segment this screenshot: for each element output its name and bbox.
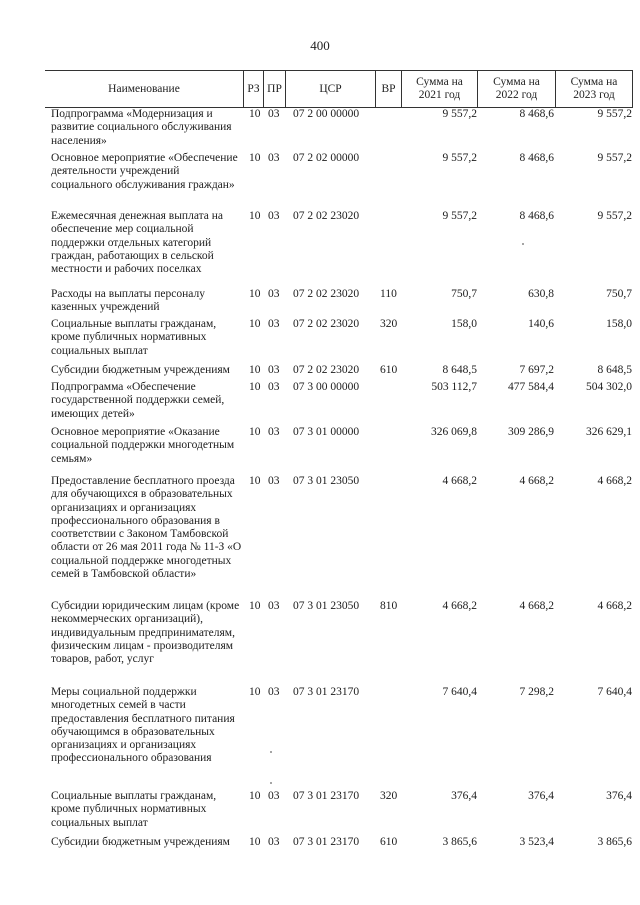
row-sum-2023: 158,0 <box>606 318 632 330</box>
row-name: Социальные выплаты гражданам, кроме публичных нормативных социальных выплат <box>51 790 217 829</box>
row-name: Расходы на выплаты персоналу казенных учреждений <box>51 288 205 314</box>
row-rz: 10 <box>249 210 261 222</box>
row-sum-2022: 8 468,6 <box>519 108 554 120</box>
row-csr: 07 3 01 23170 <box>293 836 360 848</box>
row-csr: 07 2 02 00000 <box>293 152 360 164</box>
row-sum-2022: 7 298,2 <box>519 686 554 698</box>
row-name: Субсидии бюджетным учреждениям <box>51 836 230 848</box>
row-sum-2021: 750,7 <box>451 288 477 300</box>
column-header-csr: ЦСР <box>285 71 375 107</box>
row-rz: 10 <box>249 288 261 300</box>
row-sum-2023: 750,7 <box>606 288 632 300</box>
column-header-rz: РЗ <box>243 71 263 107</box>
row-sum-2022: 8 468,6 <box>519 210 554 222</box>
row-sum-2021: 503 112,7 <box>431 381 477 393</box>
row-sum-2022: 309 286,9 <box>508 426 554 438</box>
row-sum-2021: 4 668,2 <box>442 475 477 487</box>
row-vr: 320 <box>380 790 398 802</box>
row-csr: 07 2 02 23020 <box>293 318 360 330</box>
row-vr: 610 <box>380 836 398 848</box>
row-sum-2021: 326 069,8 <box>431 426 477 438</box>
row-sum-2022: 3 523,4 <box>519 836 554 848</box>
row-sum-2023: 9 557,2 <box>597 210 632 222</box>
row-csr: 07 3 01 23170 <box>293 790 360 802</box>
row-vr: 810 <box>380 600 398 612</box>
row-sum-2021: 376,4 <box>451 790 477 802</box>
row-sum-2023: 9 557,2 <box>597 152 632 164</box>
row-rz: 10 <box>249 152 261 164</box>
row-sum-2022: 477 584,4 <box>508 381 554 393</box>
row-pr: 03 <box>268 318 280 330</box>
row-pr: 03 <box>268 364 280 376</box>
row-rz: 10 <box>249 475 261 487</box>
row-vr: 610 <box>380 364 398 376</box>
column-header-pr: ПР <box>263 71 285 107</box>
scan-speck <box>522 243 524 245</box>
column-header-sum-2021: Сумма на 2021 год <box>401 71 477 107</box>
row-sum-2023: 4 668,2 <box>597 600 632 612</box>
row-sum-2023: 4 668,2 <box>597 475 632 487</box>
row-name: Субсидии бюджетным учреждениям <box>51 364 230 376</box>
row-pr: 03 <box>268 686 280 698</box>
row-rz: 10 <box>249 600 261 612</box>
row-pr: 03 <box>268 152 280 164</box>
row-pr: 03 <box>268 210 280 222</box>
row-pr: 03 <box>268 426 280 438</box>
row-rz: 10 <box>249 108 261 120</box>
row-sum-2022: 7 697,2 <box>519 364 554 376</box>
row-sum-2022: 376,4 <box>528 790 554 802</box>
row-name: Предоставление бесплатного проезда для обучающихся в образовательных организациях и организациях профессионального образования в соответствии с Законом Тамбовской области от 26 мая 2011 года № 11-З «О социальной поддержке многодетных семей в Тамбовской области» <box>51 475 242 581</box>
row-sum-2023: 376,4 <box>606 790 632 802</box>
row-csr: 07 3 01 00000 <box>293 426 360 438</box>
row-sum-2021: 9 557,2 <box>442 108 477 120</box>
row-name: Основное мероприятие «Оказание социальной поддержки многодетным семьям» <box>51 426 235 465</box>
row-name: Меры социальной поддержки многодетных семей в части предоставления бесплатного питания обучающимся в образовательных организациях и организациях профессионального образования <box>51 686 235 765</box>
row-sum-2021: 3 865,6 <box>442 836 477 848</box>
row-csr: 07 2 00 00000 <box>293 108 360 120</box>
row-pr: 03 <box>268 836 280 848</box>
row-sum-2022: 630,8 <box>528 288 554 300</box>
row-pr: 03 <box>268 600 280 612</box>
row-sum-2021: 4 668,2 <box>442 600 477 612</box>
row-pr: 03 <box>268 108 280 120</box>
row-name: Подпрограмма «Модернизация и развитие социального обслуживания населения» <box>51 108 232 147</box>
row-sum-2022: 4 668,2 <box>519 475 554 487</box>
row-name: Ежемесячная денежная выплата на обеспечение мер социальной поддержки отдельных категорий граждан, работающих в сельской местности и рабочих поселках <box>51 210 224 276</box>
row-csr: 07 2 02 23020 <box>293 288 360 300</box>
row-csr: 07 3 01 23050 <box>293 475 360 487</box>
row-rz: 10 <box>249 686 261 698</box>
row-rz: 10 <box>249 381 261 393</box>
row-sum-2022: 8 468,6 <box>519 152 554 164</box>
row-csr: 07 2 02 23020 <box>293 364 360 376</box>
row-sum-2023: 7 640,4 <box>597 686 632 698</box>
row-csr: 07 2 02 23020 <box>293 210 360 222</box>
row-csr: 07 3 00 00000 <box>293 381 360 393</box>
row-pr: 03 <box>268 790 280 802</box>
row-rz: 10 <box>249 790 261 802</box>
row-sum-2021: 7 640,4 <box>442 686 477 698</box>
row-csr: 07 3 01 23050 <box>293 600 360 612</box>
row-vr: 110 <box>380 288 397 300</box>
row-pr: 03 <box>268 381 280 393</box>
row-rz: 10 <box>249 426 261 438</box>
column-header-vr: ВР <box>375 71 401 107</box>
row-rz: 10 <box>249 364 261 376</box>
row-vr: 320 <box>380 318 398 330</box>
row-sum-2023: 3 865,6 <box>597 836 632 848</box>
row-sum-2023: 9 557,2 <box>597 108 632 120</box>
table-header <box>45 70 633 108</box>
row-sum-2023: 504 302,0 <box>586 381 632 393</box>
page-number: 400 <box>310 38 330 53</box>
row-rz: 10 <box>249 318 261 330</box>
row-sum-2021: 8 648,5 <box>442 364 477 376</box>
row-pr: 03 <box>268 288 280 300</box>
row-sum-2023: 326 629,1 <box>586 426 632 438</box>
column-header-sum-2023: Сумма на 2023 год <box>555 71 633 107</box>
row-sum-2021: 9 557,2 <box>442 210 477 222</box>
row-sum-2021: 158,0 <box>451 318 477 330</box>
row-sum-2022: 4 668,2 <box>519 600 554 612</box>
row-name: Основное мероприятие «Обеспечение деятельности учреждений социального обслуживания граждан» <box>51 152 238 191</box>
scan-speck <box>270 782 272 784</box>
row-rz: 10 <box>249 836 261 848</box>
row-pr: 03 <box>268 475 280 487</box>
row-name: Субсидии юридическим лицам (кроме некоммерческих организаций), индивидуальным предпринимателям, физическим лицам - производителям товаров, работ, услуг <box>51 600 240 666</box>
scan-speck <box>270 751 272 753</box>
row-sum-2021: 9 557,2 <box>442 152 477 164</box>
column-header-sum-2022: Сумма на 2022 год <box>477 71 555 107</box>
row-name: Подпрограмма «Обеспечение государственной поддержки семей, имеющих детей» <box>51 381 225 420</box>
row-csr: 07 3 01 23170 <box>293 686 360 698</box>
column-header-name: Наименование <box>108 82 180 95</box>
row-name: Социальные выплаты гражданам, кроме публичных нормативных социальных выплат <box>51 318 217 357</box>
row-sum-2023: 8 648,5 <box>597 364 632 376</box>
row-sum-2022: 140,6 <box>528 318 554 330</box>
